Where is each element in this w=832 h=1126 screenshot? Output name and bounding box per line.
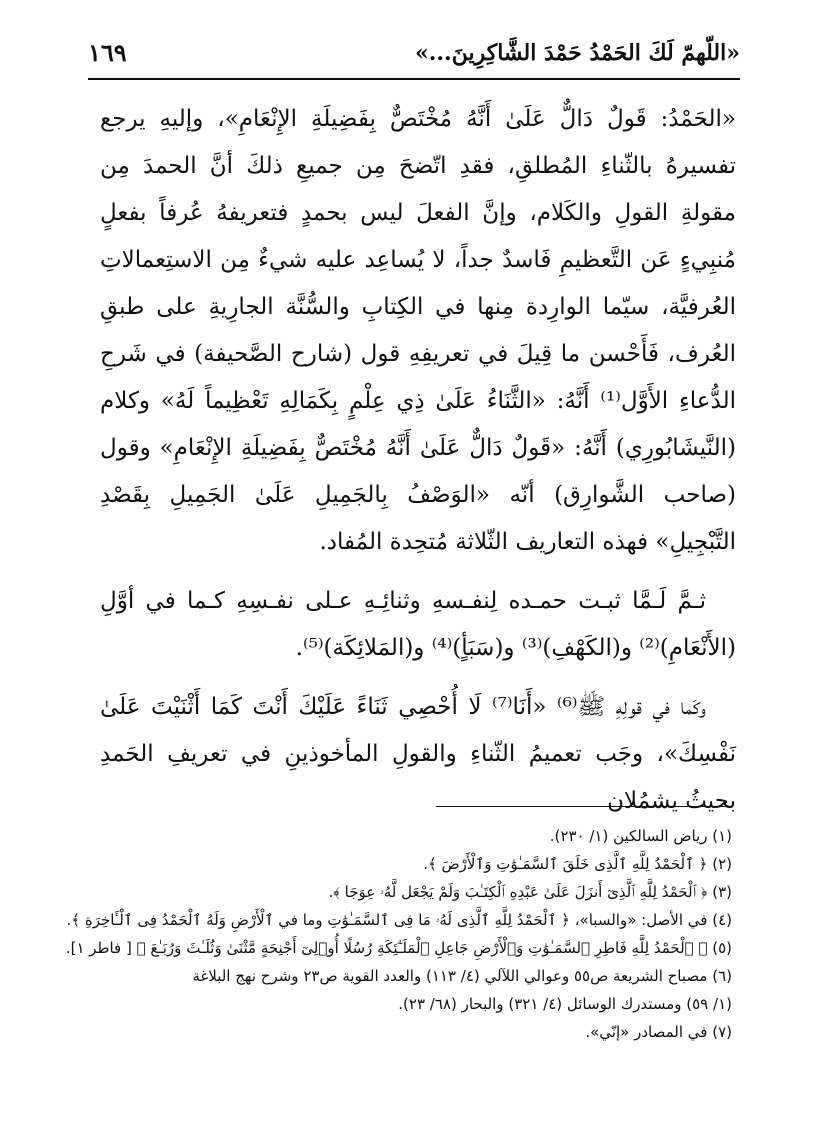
footnote-2: (٢) ﴿ ٱلْحَمْدُ لِلَّهِ ٱلَّذِى خَلَقَ ٱلسَّمَـٰوَٰتِ وَٱلْأَرْضَ ﴾.: [423, 855, 732, 873]
footnote-6-continued: (١/ ٥٩) ومستدرك الوسائل (٤/ ٣٢١) والبحار (٦٨/ ٢٣).: [398, 995, 732, 1013]
footnote-3: (٣) ﴿ ٱلْحَمْدُ لِلَّهِ ٱلَّذِىٓ أَنزَلَ عَلَىٰ عَبْدِهِ ٱلْكِتَـٰبَ وَلَمْ يَجْعَل لَّهُۥ عِوَجَا ﴾.: [328, 883, 732, 901]
footnote-6: (٦) مصباح الشريعة ص٥٥ وعوالي اللآلي (٤/ ١١٣) والعدد القوية ص٢٣ وشرح نهج البلاغة: [192, 967, 732, 985]
header-divider: [88, 78, 740, 80]
paragraph-2: ثـمَّ لَـمَّا ثبـت حمـده لِنفـسهِ وثنائِـهِ عـلى نفـسِهِ كـما في أوَّلِ (الأَنْعَامِ)⁽²⁾ و(الكَهْفِ)⁽³⁾ و(سَبَأٍ)⁽⁴⁾ و(المَلائِكَة)⁽⁵⁾.: [100, 588, 736, 661]
paragraph-1: «الحَمْدُ: قَولٌ دَالٌّ عَلَىٰ أَنَّهُ مُخْتَصٌّ بِفَضِيلَةِ الإِنْعَامِ»، وإليهِ يرجع تفسيرهُ بالثّناءِ المُطلقِ، فقدِ اتّضحَ مِن جميعِ ذلكَ أنَّ الحمدَ مِن مقولةِ القولِ والكَلام، وإنَّ الفعلَ ليس بحمدٍ فتعريفهُ عُرفاً بفعلٍ مُنبِيءٍ عَن التَّعظيمِ فَاسدٌ جداً، لا يُساعِد عليه شيءٌ مِن الاستِعمالاتِ العُرفيَّة، سيّما الوارِدة مِنها في الكِتابِ والسُّنَّة الجارِيةِ على طبقِ العُرف، فَأَحْسن ما قِيلَ في تعريفِهِ قول (شارح الصَّحيفة) في شَرحِ الدُّعاءِ الأَوَّل⁽¹⁾ أَنَّهُ: «الثَّنَاءُ عَلَىٰ ذِي عِلْمٍ بِكَمَالِهِ تَعْظِيماً لَهُ» وكلام (النَّيشَابُورِي) أَنَّهُ: «قَولٌ دَالٌّ عَلَىٰ أَنَّهُ مُخْتَصٌّ بِفَضِيلَةِ الإِنْعَامِ» وقول (صاحب الشَّوارِق) أنّه «الوَصْفُ بِالجَمِيلِ عَلَىٰ الجَمِيلِ بِقَصْدِ التَّبْجِيلِ» فهذه التعاريف الثّلاثة مُتحِدة المُفاد.: [100, 106, 736, 555]
footnote-4: (٤) في الأصل: «والسبا»، ﴿ ٱلْحَمْدُ لِلَّهِ ٱلَّذِى لَهُۥ مَا فِى ٱلسَّمَـٰوَٰتِ وما في ٱلْأَرْضِ وَلَهُ ٱلْحَمْدُ فِى ٱلْـَٔاخِرَةِ ﴾.: [66, 911, 732, 929]
footnotes: [65, 822, 732, 1046]
footnote-5: (٥) ﴿ ٱلْحَمْدُ لِلَّهِ فَاطِرِ ٱلسَّمَـٰوَٰتِ وَٱلْأَرْضِ جَاعِلِ ٱلْمَلَـٰٓئِكَةِ رُسُلًا أُو۟لِىٓ أَجْنِحَةٍ مَّثْنَىٰ وَثُلَـٰثَ وَرُبَـٰعَ ﴾ [ فاطر ١].: [65, 939, 732, 957]
paragraph-3: وكَما في قولِهِ ﷺ⁽⁶⁾ «أَنَا⁽⁷⁾ لَا أُحْصِي ثَنَاءً عَلَيْكَ أَنْتَ كَمَا أَثْنَيْتَ عَلَىٰ نَفْسِكَ»، وجَب تعميمُ الثّناءِ والقولِ المأخوذينِ في تعريفِ الحَمدِ بحيثُ يشمُلان: [100, 694, 736, 814]
running-title: «اللّهمّ لَكَ الحَمْدُ حَمْدَ الشَّاكِرِينَ...»: [414, 40, 740, 66]
footnote-1: (١) رياض السالكين (١/ ٢٣٠).: [549, 827, 732, 845]
main-text: [100, 96, 736, 825]
footnote-7: (٧) في المصادر «إنّي».: [585, 1023, 732, 1041]
page-number: ١٦٩: [88, 38, 127, 67]
footnote-divider: [436, 806, 732, 807]
running-header: [88, 34, 740, 76]
